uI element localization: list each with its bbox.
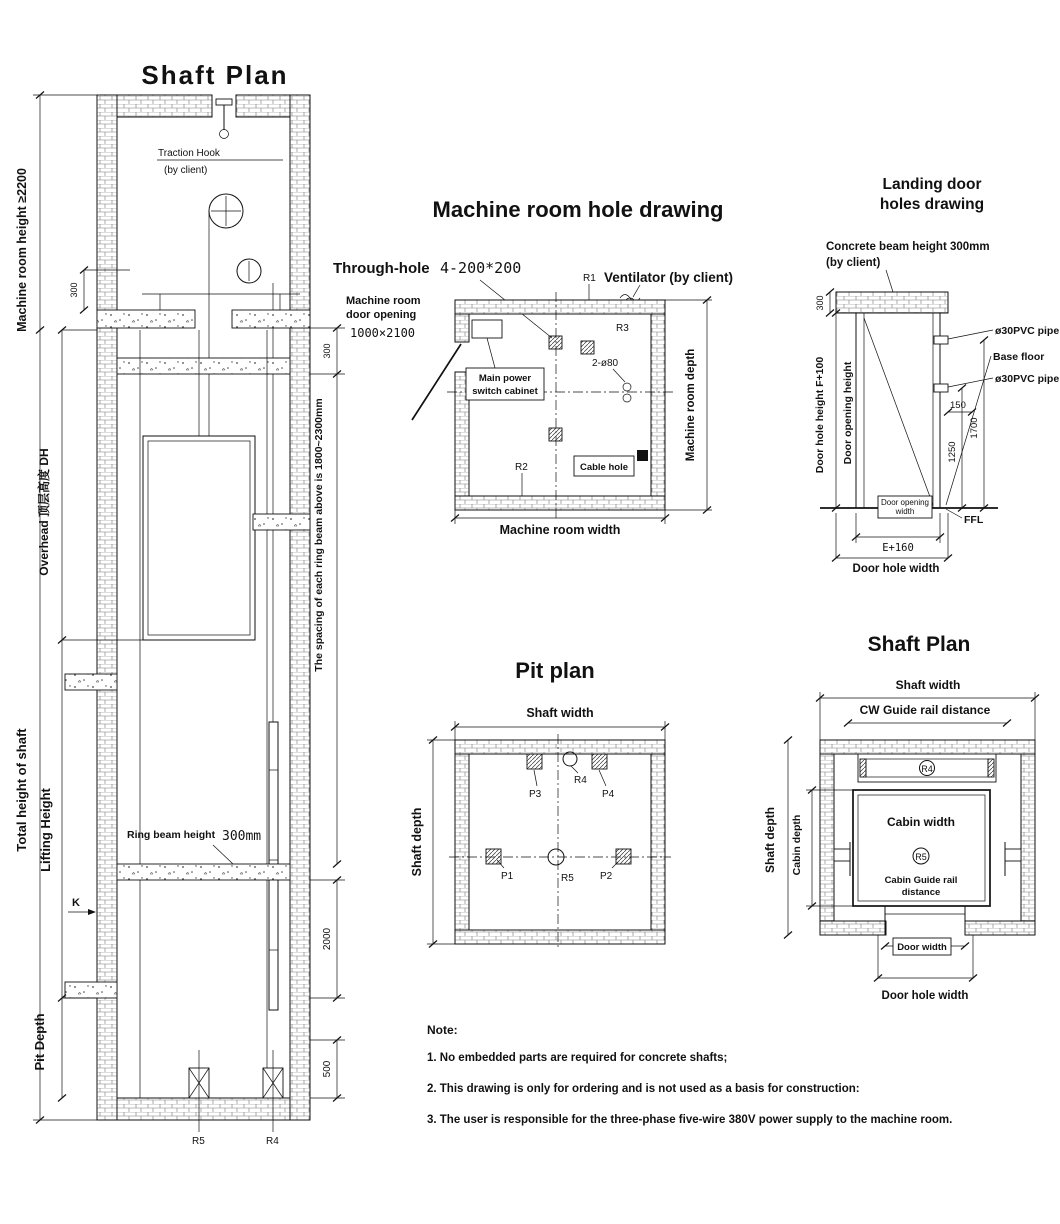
sp-wall-right: [1021, 754, 1035, 921]
cw-guide-label: CW Guide rail distance: [859, 703, 991, 717]
ring-beam-leader: [213, 845, 233, 864]
pvc-bottom-label: ø30PVC pipe: [995, 373, 1060, 385]
r4-bottom-label: R4: [266, 1136, 279, 1147]
door-opening-height-label: Door opening height: [842, 361, 854, 465]
shaft-section-drawing: [14, 60, 345, 1147]
mr-wall-left-upper: [455, 314, 469, 342]
p1-label: P1: [501, 871, 514, 882]
sp-r4-label: R4: [921, 764, 933, 774]
machine-room-height-label: Machine room height ≥2200: [15, 168, 29, 332]
cabin-guide-label-2: distance: [901, 887, 941, 898]
machine-room-title: Machine room hole drawing: [432, 197, 724, 222]
mr-wall-right: [651, 314, 665, 496]
right-wall: [290, 95, 310, 1120]
traction-hook-byclient: (by client): [164, 165, 208, 176]
pit-shaft-depth-label: Shaft depth: [410, 807, 424, 877]
note-item-1: 1. No embedded parts are required for concrete shafts;: [427, 1052, 728, 1064]
sp-wall-left: [820, 754, 834, 921]
r1-label: R1: [583, 273, 596, 284]
ffl-label: FFL: [964, 514, 984, 526]
holes-2o80-label: 2-ø80: [592, 358, 619, 369]
through-hole-value: 4-200*200: [440, 259, 522, 277]
ring-spacing-label: The spacing of each ring beam above is 1800~2300mm: [313, 398, 325, 672]
concrete-beam-label-1: Concrete beam height 300mm: [826, 241, 990, 253]
cable-hole-label: Cable hole: [579, 462, 629, 473]
sp-r5-label: R5: [915, 852, 927, 862]
door-width-label: Door width: [897, 942, 947, 953]
door-opening-leader: [412, 344, 461, 420]
machine-room-hole-drawing: [333, 197, 733, 537]
mr-wall-bottom: [455, 496, 665, 510]
cabin-guide-label-1: Cabin Guide rail: [884, 875, 958, 886]
door-hole-height-label: Door hole height F+100: [814, 356, 826, 474]
sp-cabin-depth-label: Cabin depth: [791, 814, 803, 876]
dim-1700: 1700: [969, 417, 980, 439]
pit-shaft-width-label: Shaft width: [526, 706, 594, 720]
landing-door-hole-width-label: Door hole width: [852, 563, 940, 575]
notes-block: [427, 1023, 952, 1126]
door-opening-width-2: width: [895, 507, 915, 516]
note-item-2: 2. This drawing is only for ordering and is not used as a basis for construction:: [427, 1083, 860, 1095]
concrete-beam-label-2: (by client): [826, 257, 881, 269]
car: [143, 436, 255, 640]
ventilator-label: Ventilator (by client): [604, 270, 734, 285]
cable-hole-square: [637, 450, 648, 461]
p4-label: P4: [602, 789, 615, 800]
pit-depth-label: Pit Depth: [32, 1013, 47, 1071]
pit-floor-slab: [117, 1098, 290, 1120]
through-hole-3: [549, 428, 562, 441]
pit-wall-top: [455, 740, 665, 754]
through-hole-1: [549, 336, 562, 349]
pit-wall-right: [651, 754, 665, 930]
sp-shaft-depth-label: Shaft depth: [763, 807, 777, 873]
overhead-label: Overhead 顶层高度 DH: [37, 448, 51, 576]
mr-door-size: 1000×2100: [350, 326, 416, 340]
base-floor-label: Base floor: [993, 351, 1045, 363]
through-hole-2: [581, 341, 594, 354]
r2-label: R2: [515, 462, 528, 473]
ring-beam-value: 300mm: [222, 829, 262, 844]
mr-depth-label: Machine room depth: [685, 348, 697, 462]
pit-wall-bottom: [455, 930, 665, 944]
pit-plan-drawing: [410, 658, 671, 950]
note-item-3: 3. The user is responsible for the three-phase five-wire 380V power supply to the machine room.: [427, 1114, 953, 1126]
dim-2000: 2000: [322, 927, 333, 951]
top-slab-left: [117, 95, 212, 117]
lifting-height-label: Lifting Height: [38, 788, 53, 872]
p2-label: P2: [600, 871, 613, 882]
guide-rail-bracket-right: [1005, 842, 1021, 876]
notes-heading: Note:: [427, 1023, 458, 1037]
machine-room-floor-left: [97, 310, 195, 328]
shaft-plan-title: Shaft Plan: [867, 633, 971, 656]
pit-hole-p2: [616, 849, 631, 864]
main-power-line1: Main power: [478, 373, 532, 384]
mr-door-line2: door opening: [346, 309, 417, 321]
guide-rail-bracket-left: [834, 842, 850, 876]
door-diagonal: [864, 318, 933, 505]
pvc-pipe-bottom: [934, 384, 948, 392]
ring-beam-2: [65, 674, 117, 690]
power-cabinet: [472, 320, 502, 338]
pit-r4-label: R4: [574, 775, 587, 786]
pvc-top-label: ø30PVC pipe: [995, 325, 1060, 337]
concrete-beam: [836, 292, 948, 313]
ring-beam-4: [65, 982, 117, 998]
door-opening-width-1: Door opening: [880, 498, 930, 507]
left-wall: [97, 95, 117, 1120]
separator-beam: [117, 358, 290, 374]
sp-door-hole-width-label: Door hole width: [881, 990, 969, 1002]
sp-wall-bottom-right: [965, 921, 1035, 935]
landing-door-holes-drawing: [814, 176, 1059, 575]
mr-width-label: Machine room width: [499, 523, 621, 537]
main-power-line2: switch cabinet: [472, 386, 538, 397]
dim-300-right: 300: [322, 343, 332, 359]
dim-1250: 1250: [947, 441, 958, 463]
section-title: Shaft Plan: [141, 60, 289, 90]
dim-300-left: 300: [69, 282, 79, 298]
dim-150: 150: [950, 400, 966, 411]
total-height-label: Total height of shaft: [14, 728, 29, 852]
ring-beam-3: [117, 864, 290, 880]
traction-hook-label: Traction Hook: [158, 148, 220, 159]
pit-plan-title: Pit plan: [515, 658, 595, 683]
ring-beam-1: [253, 514, 310, 530]
e160-label: E+160: [882, 542, 914, 554]
cabin-width-label: Cabin width: [887, 815, 955, 829]
k-label: K: [72, 897, 80, 909]
pit-hole-p4: [592, 754, 607, 769]
sp-wall-bottom-left: [820, 921, 886, 935]
sp-wall-top: [820, 740, 1035, 754]
traction-hook: [212, 97, 236, 139]
beam-300-dim: 300: [815, 295, 825, 311]
landing-title-2: holes drawing: [879, 196, 985, 213]
ring-beam-label: Ring beam height: [127, 829, 216, 841]
machine-room-floor-right: [232, 310, 310, 328]
through-hole-label: Through-hole: [333, 260, 430, 277]
r3-label: R3: [616, 323, 629, 334]
top-slab-right: [236, 95, 290, 117]
mr-door-line1: Machine room: [346, 295, 421, 307]
sp-shaft-width-label: Shaft width: [895, 678, 961, 692]
dim-500: 500: [322, 1060, 333, 1078]
shaft-plan-drawing: [763, 633, 1039, 1002]
pit-hole-p3: [527, 754, 542, 769]
pit-wall-left: [455, 754, 469, 930]
pit-r5-label: R5: [561, 873, 574, 884]
r5-bottom-label: R5: [192, 1136, 205, 1147]
landing-title-1: Landing door: [882, 176, 982, 193]
pvc-pipe-top: [934, 336, 948, 344]
p3-label: P3: [529, 789, 542, 800]
mr-wall-top: [455, 300, 665, 314]
